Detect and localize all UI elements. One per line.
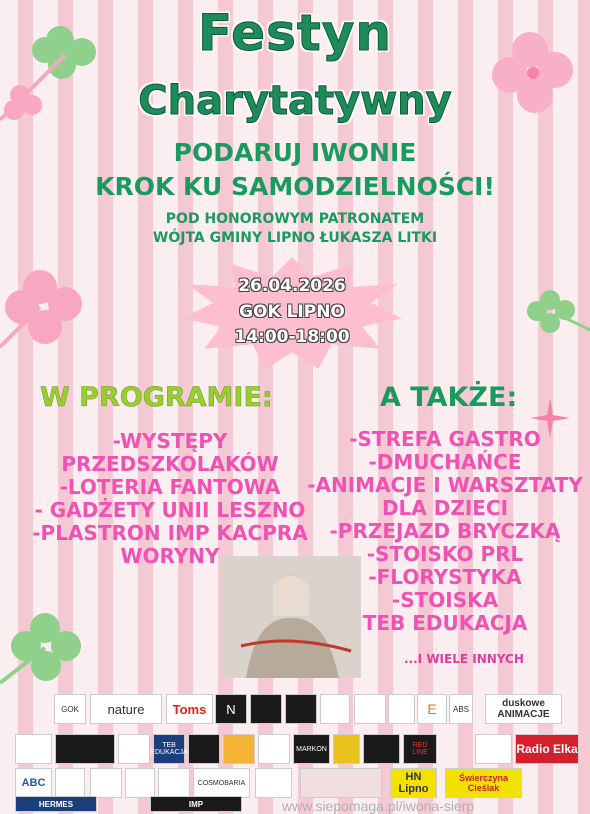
sponsor-logo bbox=[320, 694, 350, 724]
sponsor-logo: duskowe ANIMACJE bbox=[485, 694, 562, 724]
sponsor-logo bbox=[354, 694, 386, 724]
more-text: ...I WIELE INNYCH bbox=[404, 652, 524, 666]
extras-heading: A TAKŻE: bbox=[380, 382, 518, 413]
list-item: -PLASTRON IMP KACPRA bbox=[32, 521, 308, 545]
sponsor-logo bbox=[388, 694, 415, 724]
title-charytatywny: Charytatywny bbox=[138, 78, 452, 124]
sponsor-logo: E bbox=[417, 694, 447, 724]
sponsor-logo bbox=[255, 768, 292, 798]
sponsor-logo: RED LINE bbox=[403, 734, 437, 764]
sponsor-logo bbox=[158, 768, 190, 798]
beneficiary-photo bbox=[221, 556, 361, 678]
fundraiser-url[interactable]: www.siepomaga.pl/iwona-sierp bbox=[282, 798, 475, 814]
sponsor-logo bbox=[125, 768, 155, 798]
sponsor-logo bbox=[475, 734, 512, 764]
sponsor-logo bbox=[90, 768, 122, 798]
list-item: -STREFA GASTRO bbox=[349, 427, 541, 451]
sponsor-logo: nature bbox=[90, 694, 162, 724]
list-item: -WYSTĘPY bbox=[112, 429, 228, 453]
list-item: -FLORYSTYKA bbox=[368, 565, 522, 589]
list-item: -ANIMACJE I WARSZTATY bbox=[307, 473, 583, 497]
sponsor-logo: Radio Elka bbox=[515, 734, 579, 764]
sponsor-logo: COSMOBARIA bbox=[193, 768, 250, 798]
sponsor-logo bbox=[258, 734, 290, 764]
sponsor-logo bbox=[300, 768, 382, 798]
list-item: - GADŻETY UNII LESZNO bbox=[34, 498, 306, 522]
sponsor-logo bbox=[15, 734, 52, 764]
sponsor-logo bbox=[285, 694, 317, 724]
sponsor-logo: TEB EDUKACJA bbox=[153, 734, 185, 764]
list-item: -STOISKA bbox=[391, 588, 499, 612]
sponsor-logo: HN Lipno bbox=[390, 768, 437, 798]
sponsor-logo: IMP bbox=[150, 796, 242, 812]
list-item: -DMUCHAŃCE bbox=[368, 450, 522, 474]
event-date: 26.04.2026 bbox=[238, 276, 346, 296]
patronage-line-2: WÓJTA GMINY LIPNO ŁUKASZA LITKI bbox=[152, 230, 438, 246]
clover-bottom-left-icon bbox=[0, 608, 90, 688]
list-item: -LOTERIA FANTOWA bbox=[59, 475, 281, 499]
program-list bbox=[20, 430, 320, 568]
sponsor-logo: Toms bbox=[166, 694, 213, 724]
sponsor-logo bbox=[223, 734, 255, 764]
sponsor-logo bbox=[55, 734, 115, 764]
sponsor-logo bbox=[363, 734, 400, 764]
sponsor-logo: ABS bbox=[449, 694, 473, 724]
list-item: DLA DZIECI bbox=[381, 496, 509, 520]
sponsor-logo: MARKON bbox=[293, 734, 330, 764]
sponsor-logo bbox=[55, 768, 85, 798]
sponsor-logo: GOK bbox=[54, 694, 86, 724]
event-time: 14:00-18:00 bbox=[234, 327, 350, 347]
sponsor-logo bbox=[188, 734, 220, 764]
list-item: TEB EDUKACJA bbox=[362, 611, 528, 635]
title-festyn: Festyn bbox=[198, 4, 392, 62]
list-item: PRZEDSZKOLAKÓW bbox=[61, 452, 279, 476]
list-item: WORYNY bbox=[120, 544, 220, 568]
campaign-line-2: KROK KU SAMODZIELNOŚCI! bbox=[95, 172, 495, 201]
event-place: GOK LIPNO bbox=[239, 302, 345, 322]
sponsor-logo: ABC bbox=[15, 768, 52, 798]
sponsor-logo bbox=[333, 734, 360, 764]
sponsor-logo: HERMES bbox=[15, 796, 97, 812]
list-item: -STOISKO PRL bbox=[366, 542, 524, 566]
clover-right-icon bbox=[525, 285, 590, 340]
sponsor-logo bbox=[250, 694, 282, 724]
sponsor-logo bbox=[118, 734, 150, 764]
sponsor-logo: N bbox=[215, 694, 247, 724]
campaign-line-1: PODARUJ IWONIE bbox=[173, 138, 417, 167]
clover-left-icon bbox=[0, 262, 90, 352]
list-item: -PRZEJAZD BRYCZKĄ bbox=[329, 519, 561, 543]
patronage-line-1: POD HONOROWYM PATRONATEM bbox=[165, 211, 425, 227]
program-heading: W PROGRAMIE: bbox=[40, 382, 273, 413]
sponsor-logo: Świerczyna Cieślak bbox=[445, 768, 522, 798]
